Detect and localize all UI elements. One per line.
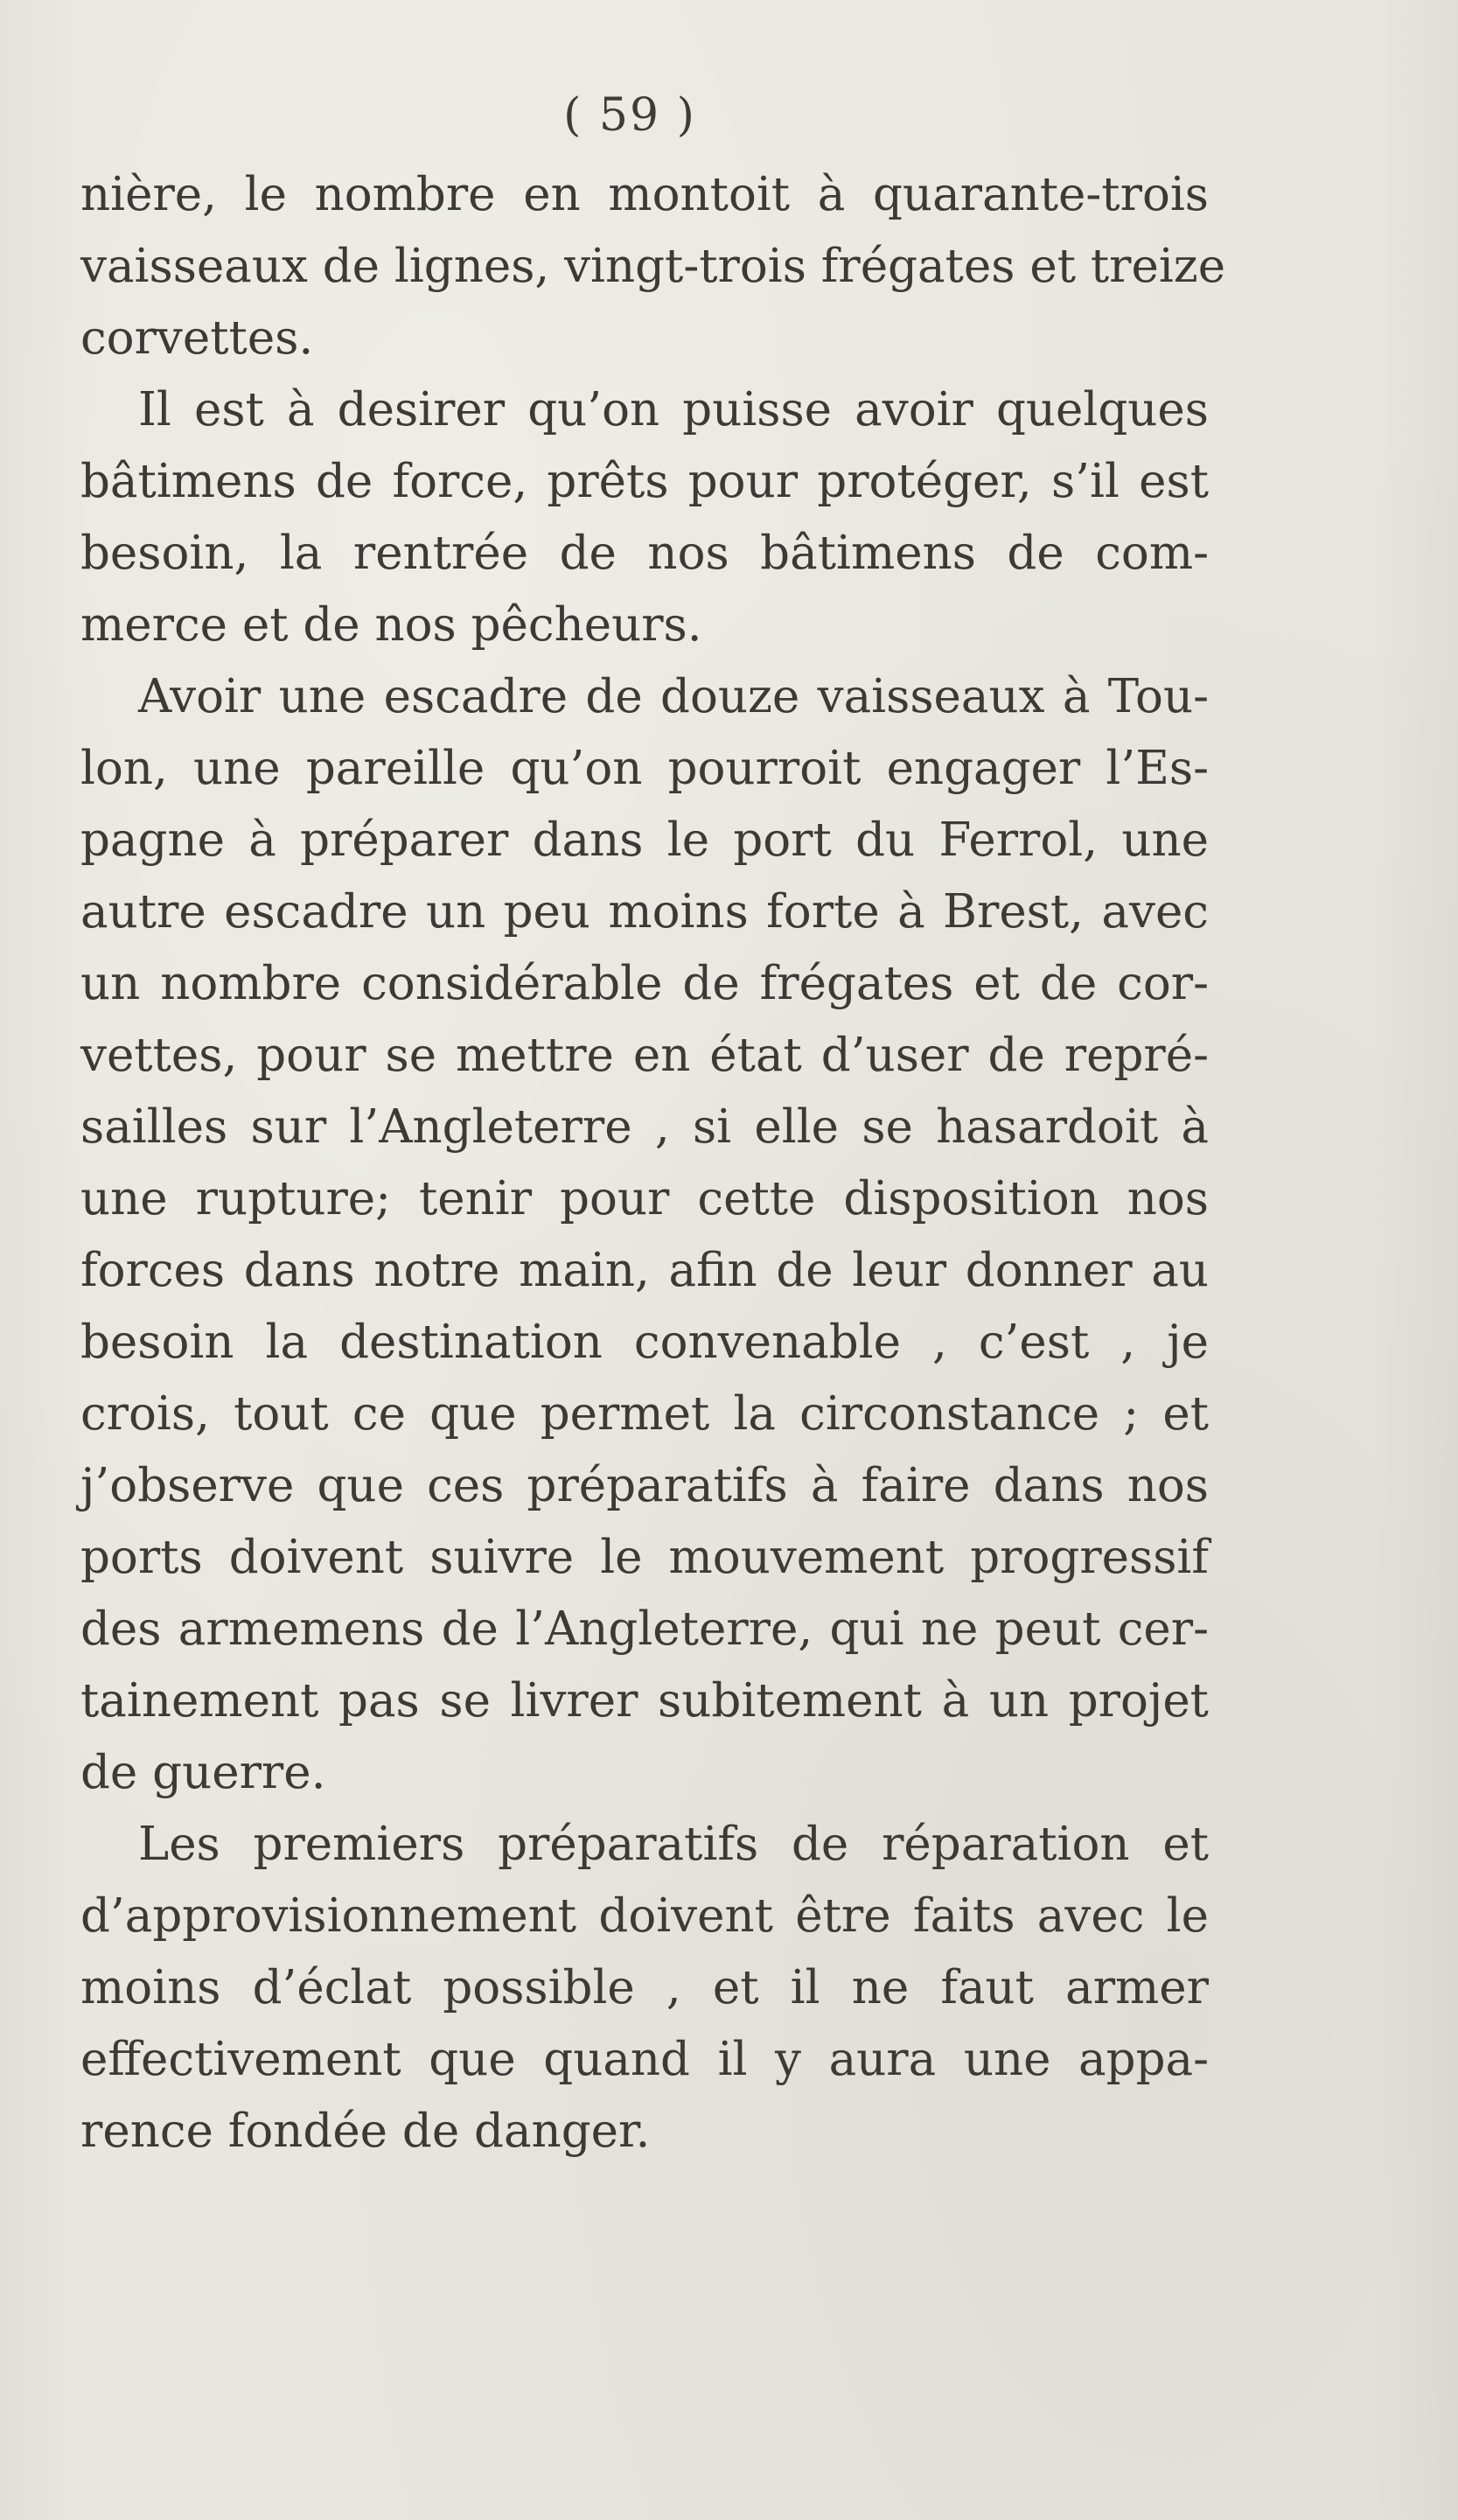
text-line: vaisseaux de lignes, vingt-trois frégates et treize (80, 240, 1226, 293)
text-line: merce et de nos pêcheurs. (80, 598, 702, 652)
text-line: tainement pas se livrer subitement à un projet (80, 1674, 1209, 1728)
text-line: d’approvisionnement doivent être faits avec le (80, 1889, 1209, 1943)
text-line: ports doivent suivre le mouvement progressif (80, 1531, 1209, 1584)
text-line: besoin la destination convenable , c’est , je (80, 1316, 1209, 1369)
paragraph-start-line: Avoir une escadre de douze vaisseaux à Tou- (138, 670, 1209, 723)
text-line: des armemens de l’Angleterre, qui ne peut cer- (80, 1602, 1209, 1656)
text-line: autre escadre un peu moins forte à Brest, avec (80, 885, 1209, 939)
text-line: de guerre. (80, 1746, 326, 1799)
text-line: moins d’éclat possible , et il ne faut armer (80, 1961, 1209, 2014)
text-line: crois, tout ce que permet la circonstance ; et (80, 1387, 1209, 1441)
text-line: un nombre considérable de frégates et de cor- (80, 957, 1209, 1010)
paragraph-start-line: Il est à desirer qu’on puisse avoir quelques (138, 383, 1209, 436)
text-line: j’observe que ces préparatifs à faire dans nos (80, 1459, 1209, 1512)
text-line: pagne à préparer dans le port du Ferrol, une (80, 813, 1209, 867)
body-text (80, 159, 1226, 2167)
text-line: corvettes. (80, 311, 314, 365)
text-line: lon, une pareille qu’on pourroit engager l’Es- (80, 742, 1209, 795)
text-line: rence fondée de danger. (80, 2105, 651, 2158)
paragraph-start-line: Les premiers préparatifs de réparation et (138, 1818, 1209, 1871)
text-line: nière, le nombre en montoit à quarante-trois (80, 168, 1209, 221)
page-number: ( 59 ) (563, 89, 696, 142)
text-line: effectivement que quand il y aura une appa- (80, 2033, 1209, 2086)
text-line: besoin, la rentrée de nos bâtimens de com- (80, 527, 1209, 580)
text-line: sailles sur l’Angleterre , si elle se hasardoit à (80, 1100, 1209, 1154)
text-line: forces dans notre main, afin de leur donner au (80, 1244, 1209, 1297)
text-line: bâtimens de force, prêts pour protéger, s’il est (80, 455, 1209, 508)
text-line: vettes, pour se mettre en état d’user de repré- (80, 1029, 1209, 1082)
text-line: une rupture; tenir pour cette disposition nos (80, 1172, 1209, 1225)
